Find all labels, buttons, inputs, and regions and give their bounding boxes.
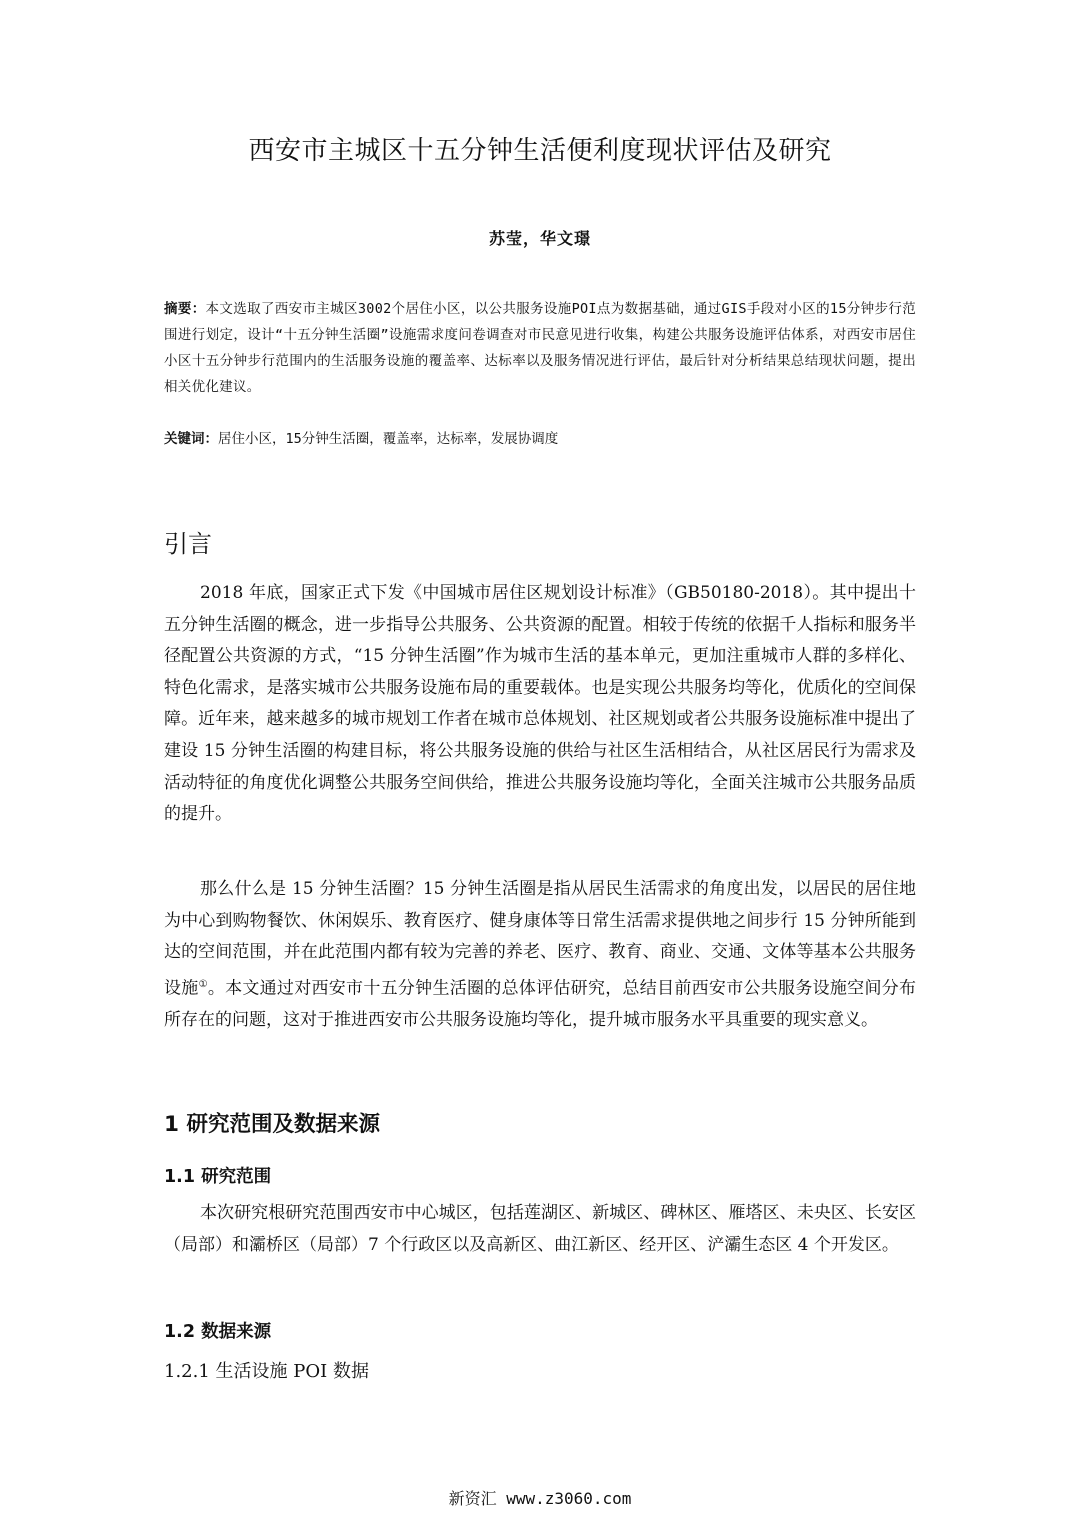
intro-heading: 引言 xyxy=(164,530,212,558)
paper-title: 西安市主城区十五分钟生活便利度现状评估及研究 xyxy=(248,136,832,166)
intro-paragraph-2a: 那么什么是 15 分钟生活圈？15 分钟生活圈是指从居民生活需求的角度出发，以居民的居住地为中心到购物餐饮、休闲娱乐、教育医疗、健身康体等日常生活需求提供地之间步行 15 分钟所能到达的空间范围，并在此范围内都有较为完善的养老、医疗、教育、商业、交通、文体等基本公共服务设施 xyxy=(164,879,916,999)
keywords-text: 居住小区，15分钟生活圈，覆盖率，达标率，发展协调度 xyxy=(218,431,559,447)
section-1-1-paragraph: 本次研究根研究范围西安市中心城区，包括莲湖区、新城区、碑林区、雁塔区、未央区、长安区（局部）和灞桥区（局部）7 个行政区以及高新区、曲江新区、经开区、浐灞生态区 4 个开发区。 xyxy=(164,1203,916,1255)
section-1-heading: 1 研究范围及数据来源 xyxy=(164,1112,380,1137)
section-1-1-heading: 1.1 研究范围 xyxy=(164,1167,272,1187)
keywords-label: 关键词： xyxy=(164,431,218,447)
abstract-label: 摘要： xyxy=(164,301,206,317)
paper-authors: 苏莹，华文璟 xyxy=(488,229,591,248)
section-1-2-heading: 1.2 数据来源 xyxy=(164,1322,272,1342)
section-1-2-1-heading: 1.2.1 生活设施 POI 数据 xyxy=(164,1361,369,1382)
abstract xyxy=(164,296,916,400)
abstract-text: 本文选取了西安市主城区3002个居住小区，以公共服务设施POI点为数据基础，通过GIS手段对小区的15分钟步行范围进行划定，设计“十五分钟生活圈”设施需求度问卷调查对市民意见进行收集，构建公共服务设施评估体系，对西安市居住小区十五分钟步行范围内的生活服务设施的覆盖率、达标率以及服务情况进行评估，最后针对分析结果总结现状问题，提出相关优化建议。 xyxy=(164,301,916,395)
page-footer-watermark: 新资汇 www.z3060.com xyxy=(448,1489,632,1508)
footnote-marker: ① xyxy=(198,978,208,990)
intro-paragraph-1: 2018 年底，国家正式下发《中国城市居住区规划设计标准》（GB50180-2018）。其中提出十五分钟生活圈的概念，进一步指导公共服务、公共资源的配置。相较于传统的依据千人指标和服务半径配置公共资源的方式，“15 分钟生活圈”作为城市生活的基本单元，更加注重城市人群的多样化、特色化需求，是落实城市公共服务设施布局的重要载体。也是实现公共服务均等化，优质化的空间保障。近年来，越来越多的城市规划工作者在城市总体规划、社区规划或者公共服务设施标准中提出了建设 15 分钟生活圈的构建目标，将公共服务设施的供给与社区生活相结合，从社区居民行为需求及活动特征的角度优化调整公共服务空间供给，推进公共服务设施均等化，全面关注城市公共服务品质的提升。 xyxy=(164,583,916,825)
keywords xyxy=(164,426,916,452)
intro-paragraph-2b: 。本文通过对西安市十五分钟生活圈的总体评估研究，总结目前西安市公共服务设施空间分布所存在的问题，这对于推进西安市公共服务设施均等化，提升城市服务水平具重要的现实意义。 xyxy=(164,978,917,1031)
intro-paragraph-2 xyxy=(164,874,916,1037)
